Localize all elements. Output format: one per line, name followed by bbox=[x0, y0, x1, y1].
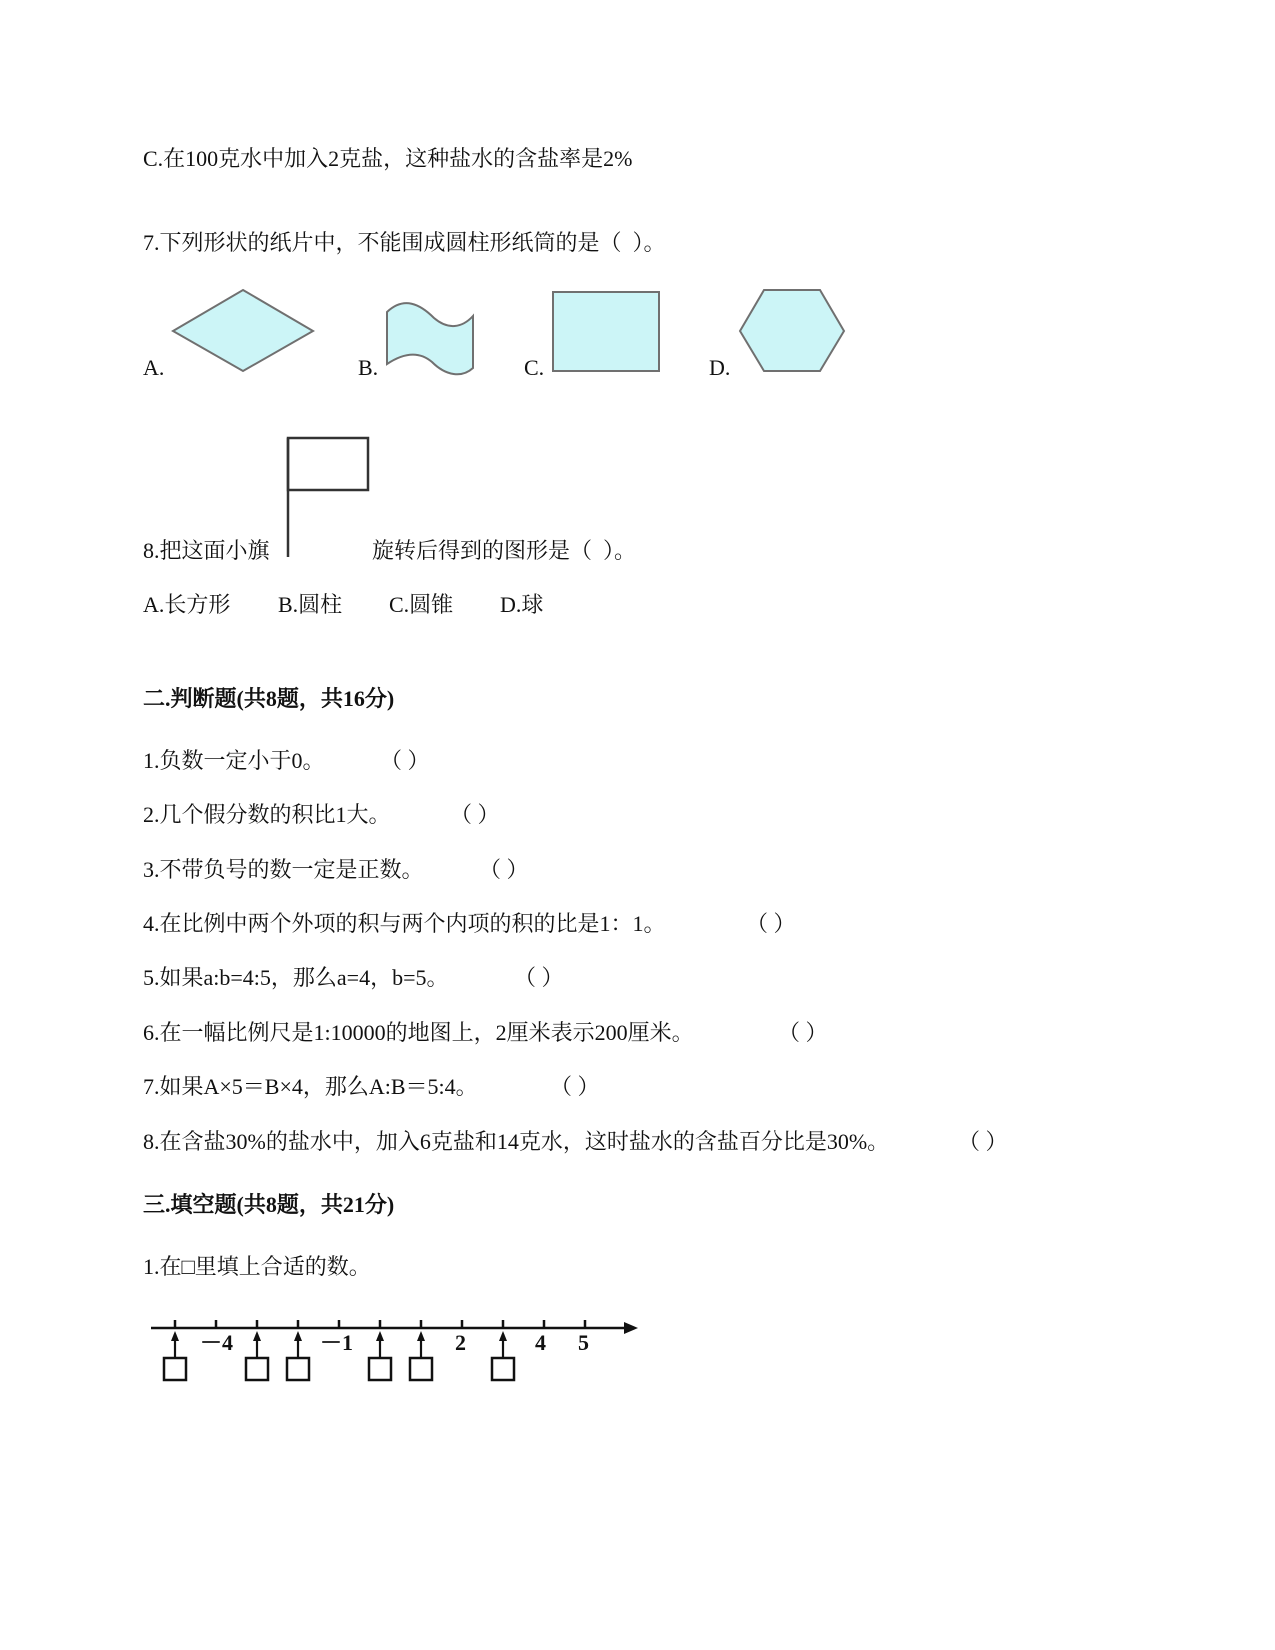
hexagon-shape bbox=[736, 287, 848, 375]
judge-item-8: 8.在含盐30%的盐水中，加入6克盐和14克水，这时盐水的含盐百分比是30%。 bbox=[143, 1129, 890, 1154]
tick-label-4: 4 bbox=[535, 1330, 546, 1355]
judge-item-2: 2.几个假分数的积比1大。 bbox=[143, 802, 391, 827]
wavy-sheet-shape bbox=[382, 300, 478, 376]
fill-item-1: 1.在□里填上合适的数。 bbox=[143, 1254, 371, 1279]
rectangle-shape bbox=[550, 290, 662, 374]
judge-item-3: 3.不带负号的数一定是正数。 bbox=[143, 857, 424, 882]
q7-question: 7.下列形状的纸片中，不能围成圆柱形纸筒的是（ ）。 bbox=[143, 230, 666, 255]
flag-figure bbox=[282, 435, 372, 560]
q7-option-a-label: A. bbox=[143, 355, 165, 380]
section-2-heading: 二.判断题(共8题，共16分) bbox=[143, 686, 395, 711]
tick-label-minus-4: －4 bbox=[200, 1330, 234, 1355]
q8-question-end: 旋转后得到的图形是（ ）。 bbox=[372, 538, 637, 563]
q7-option-d-label: D. bbox=[709, 355, 731, 380]
judge-item-6: 6.在一幅比例尺是1:10000的地图上，2厘米表示200厘米。 bbox=[143, 1020, 694, 1045]
section-3-heading: 三.填空题(共8题，共21分) bbox=[143, 1192, 395, 1217]
judge-item-7-paren: （ ） bbox=[550, 1074, 600, 1099]
judge-item-3-paren: （ ） bbox=[479, 857, 529, 882]
q8-option-a: A.长方形 bbox=[143, 592, 231, 617]
judge-item-8-paren: （ ） bbox=[958, 1129, 1008, 1154]
q8-question-start: 8.把这面小旗 bbox=[143, 538, 270, 563]
number-line-figure bbox=[148, 1312, 643, 1390]
judge-item-4-paren: （ ） bbox=[746, 911, 796, 936]
judge-item-2-paren: （ ） bbox=[450, 802, 500, 827]
q7-option-b-label: B. bbox=[358, 355, 379, 380]
judge-item-5: 5.如果a:b=4:5，那么a=4，b=5。 bbox=[143, 965, 449, 990]
judge-item-1: 1.负数一定小于0。 bbox=[143, 748, 325, 773]
rhombus-shape bbox=[168, 287, 318, 375]
q8-option-c: C.圆锥 bbox=[389, 592, 454, 617]
tick-label-2: 2 bbox=[455, 1330, 466, 1355]
judge-item-6-paren: （ ） bbox=[778, 1020, 828, 1045]
judge-item-4: 4.在比例中两个外项的积与两个内项的积的比是1：1。 bbox=[143, 911, 666, 936]
q6-option-c: C.在100克水中加入2克盐，这种盐水的含盐率是2% bbox=[143, 146, 633, 171]
judge-item-1-paren: （ ） bbox=[380, 748, 430, 773]
tick-label-minus-1: －1 bbox=[320, 1330, 354, 1355]
q7-option-c-label: C. bbox=[524, 355, 545, 380]
judge-item-5-paren: （ ） bbox=[514, 965, 564, 990]
q8-option-d: D.球 bbox=[500, 592, 544, 617]
q8-option-b: B.圆柱 bbox=[278, 592, 343, 617]
judge-item-7: 7.如果A×5＝B×4，那么A:B＝5:4。 bbox=[143, 1074, 478, 1099]
tick-label-5: 5 bbox=[578, 1330, 589, 1355]
